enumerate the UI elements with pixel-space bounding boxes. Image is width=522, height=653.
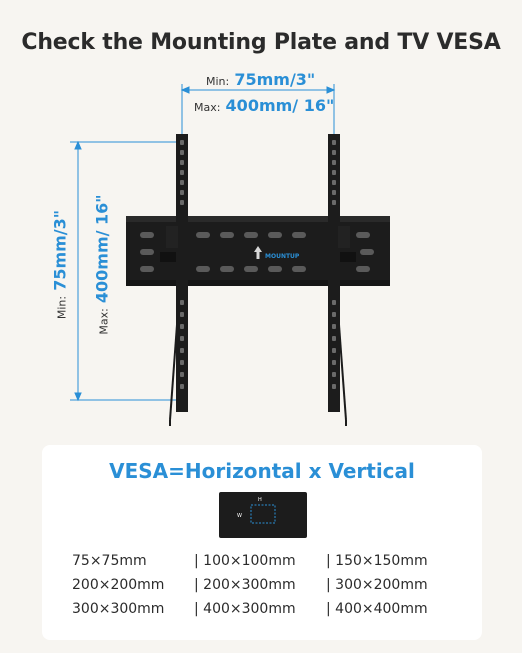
vesa-size: 200×200mm — [72, 577, 165, 593]
vesa-size: | 100×100mm — [194, 553, 296, 569]
vesa-title: VESA=Horizontal x Vertical — [109, 459, 415, 483]
vesa-size: | 150×150mm — [326, 553, 428, 569]
vesa-size: 300×300mm — [72, 601, 165, 617]
vesa-size-row — [72, 597, 472, 621]
horizontal-max-prefix: Max: — [194, 101, 221, 114]
brand-logo: MOUNTUP — [265, 253, 300, 260]
vesa-size-row — [72, 549, 472, 573]
vertical-min-value: 75mm/3" — [50, 209, 70, 291]
vesa-size: | 400×400mm — [326, 601, 428, 617]
vesa-size: | 300×200mm — [326, 577, 428, 593]
vesa-info-card — [42, 445, 482, 640]
vesa-size: | 400×300mm — [194, 601, 296, 617]
vertical-max-value: 400mm/ 16" — [92, 194, 112, 304]
horizontal-min-value: 75mm/3" — [234, 70, 316, 89]
vesa-diagram-icon — [218, 491, 308, 539]
vesa-diagram-w-label: W — [237, 513, 242, 519]
vesa-diagram-h-label: H — [258, 497, 262, 503]
vertical-min-prefix: Min: — [55, 295, 69, 320]
vesa-size-list — [72, 549, 472, 621]
vesa-size: 75×75mm — [72, 553, 147, 569]
vesa-size-row — [72, 573, 472, 597]
vertical-max-prefix: Max: — [97, 308, 111, 335]
horizontal-max-value: 400mm/ 16" — [225, 96, 335, 115]
horizontal-dimension-lines — [182, 84, 334, 134]
vesa-size: | 200×300mm — [194, 577, 296, 593]
horizontal-min-prefix: Min: — [206, 75, 230, 88]
wall-plate — [126, 216, 390, 286]
page-title: Check the Mounting Plate and TV VESA — [21, 30, 501, 55]
